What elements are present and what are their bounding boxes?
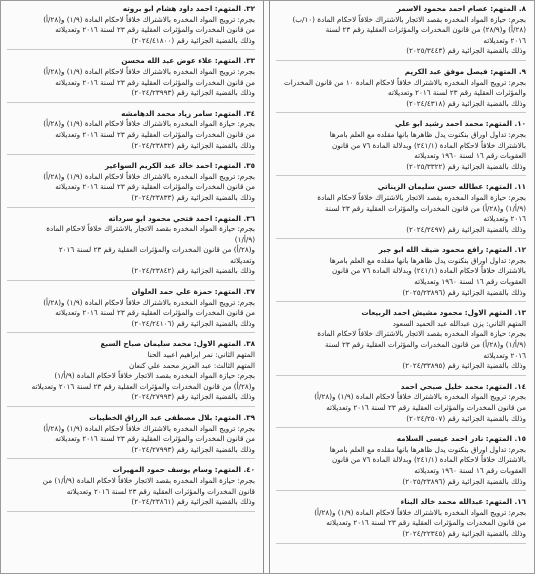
case-entry <box>7 161 255 207</box>
case-detail-line: وذلك بالقضية الجزائية رقم (٢٠٢٤/٤٣١٨) <box>406 98 526 108</box>
case-detail-line: بجرم: حيازة المواد المخدره بالاشتراك خلافاً لاحكام المادة (١/٩) و(٢٨/أ) <box>43 119 255 129</box>
case-detail-line: بجرم: حيازة المواد المخدره بقصد الاتجار خلافاً لاحكام المادة (٩/أ/١) <box>54 371 255 381</box>
case-detail-line: وذلك بالقضية الجزائية رقم (٢٠٢٥/٢٣٨٩٦) <box>402 476 526 486</box>
case-entry <box>7 56 255 102</box>
defendant-line: ٤٠. المتهم: وسام يوسف حمود المهيرات <box>112 465 255 475</box>
case-detail-line: ٢٠١٦ وتعديلاته <box>483 35 526 45</box>
case-entry <box>276 308 526 376</box>
case-detail-line: و(٢٨/أ) من قانون المخدرات والمؤثرات العقلية رقم ٢٣ لسنة ٢٠١٦ <box>58 245 255 255</box>
defendant-line: ١٢. المتهم: رافع محمود ضيف الله ابو جبر <box>378 245 526 255</box>
case-entry <box>7 214 255 282</box>
case-entry <box>7 339 255 407</box>
case-detail-line: بجرم: تداول اوراق بنكنوت يدل ظاهرها بانها مقلده مع العلم بامرها <box>329 129 526 139</box>
case-detail-line: (٩/أ/١) و(٢٨/أ) من قانون المخدرات والمؤثرات العقلية رقم ٢٣ لسنة <box>325 340 526 350</box>
case-detail-line: بجرم: ترويج المواد المخدره بالاشتراك خلافاً لاحكام المادة (١/٩) و(٢٨/أ) <box>43 171 255 181</box>
case-detail-line: وذلك بالقضية الجزائية رقم (٢٠٢٤/٢٧٩٩٣) <box>131 392 255 402</box>
defendant-line: ٣٧. المتهم: حمزة علي حمد العلوان <box>131 287 255 297</box>
case-entry <box>7 413 255 459</box>
case-detail-line: قانون المخدرات والمؤثرات العقلية رقم ٢٣ لسنة ٢٠١٦ وتعديلاته <box>66 486 255 496</box>
case-detail-line: وذلك بالقضية الجزائية رقم (٢٠٢٥/٢٣٨٩٦) <box>402 287 526 297</box>
case-detail-line: بالاشتراك خلافاً لاحكام المادة (٢٤١/١) وبدلالة المادة ٧٦ من قانون <box>332 266 526 276</box>
case-detail-line: بجرم: ترويج المواد المخدره بالاشتراك خلافاً لاحكام المادة (١/٩) و(٢٨/أ) <box>43 423 255 433</box>
case-detail-line: من قانون المخدرات والمؤثرات العقلية رقم ٢٣ لسنة ٢٠١٦ وتعديلاته <box>55 77 255 87</box>
case-detail-line: من قانون المخدرات والمؤثرات العقلية رقم ٢٣ لسنة ٢٠١٦ وتعديلاته <box>55 25 255 35</box>
case-detail-line: بجرم: ترويج المواد المخدره بالاشتراك خلافاً لاحكام المادة (١/٩) و(٢٨/أ) <box>43 14 255 24</box>
case-detail-line: وذلك بالقضية الجزائية رقم (٢٠٢٤/٢٢٣٤٥) <box>402 528 526 538</box>
case-detail-line: (٩/أ/١) <box>234 234 255 244</box>
case-entry <box>7 287 255 333</box>
defendant-line: ٣٨. المتهم الاول: محمد سليمان صباح السبع <box>100 339 255 349</box>
case-entry <box>7 465 255 511</box>
case-detail-line: من قانون المخدرات والمؤثرات العقلية رقم ٢٣ لسنة ٢٠١٦ وتعديلاته <box>326 518 526 528</box>
defendant-line: ١٦. المتهم: عبدالله محمد خالد البناء <box>400 497 526 507</box>
defendant-line: ٣٦. المتهم: احمد فتحي محمود ابو سرداته <box>108 213 255 223</box>
defendant-line: ١٠. المتهم: محمد احمد رشيد ابو علي <box>395 119 526 129</box>
case-entry <box>7 109 255 155</box>
case-detail-line: بجرم: ترويج المواد المخدره بالاشتراك خلافاً لاحكام المادة ١٠ من قانون المخدرات <box>284 77 526 87</box>
defendant-line: ١٤. المتهم: محمد خليل صبحي احمد <box>400 381 526 391</box>
case-detail-line: بجرم: حيازة المواد المخدره بقصد الاتجار بالاشتراك خلافاً لاحكام المادة (١٠/ب) <box>292 14 526 24</box>
case-detail-line: من قانون المخدرات والمؤثرات العقلية رقم ٢٣ لسنة ٢٠١٦ وتعديلاته <box>326 403 526 412</box>
defendant-line: ٣٤. المتهم: سامر زياد محمد الدهامشه <box>121 108 255 118</box>
case-detail-line: وذلك بالقضية الجزائية رقم (٢٠٢٤/٤١٨٠٠) <box>131 35 255 45</box>
case-detail-line: ٢٠١٦ وتعديلاته <box>483 350 526 360</box>
case-detail-line: (٩/أ/١) و(٢٨/أ) من قانون المخدرات والمؤثرات العقلية رقم ٢٣ لسنة <box>325 203 526 213</box>
defendant-line: ٣٩. المتهم: بلال مصطفى عبد الرزاق الخطيبات <box>89 413 255 422</box>
case-detail-line: العقوبات رقم ١٦ لسنة ١٩٦٠ وتعديلاته <box>414 465 526 475</box>
defendant-line: ٣٣. المتهم: علاء عوض عبد الله محسن <box>121 56 255 66</box>
case-detail-line: العقوبات رقم ١٦ لسنة ١٩٦٠ وتعديلاته <box>414 277 526 287</box>
case-detail-line: وذلك بالقضية الجزائية رقم (٢٠٢٥/٣٤٤٣) <box>406 46 526 56</box>
case-entry <box>276 119 526 176</box>
case-entry <box>276 245 526 302</box>
case-detail-line: من قانون المخدرات والمؤثرات العقلية رقم ٢٣ لسنة ٢٠١٦ وتعديلاته <box>55 129 255 139</box>
case-detail-line: ٢٠١٦ وتعديلاته <box>483 214 526 224</box>
case-detail-line: العقوبات رقم ١٦ لسنة ١٩٦٠ وتعديلاته <box>414 151 526 161</box>
case-detail-line: بالاشتراك خلافاً لاحكام المادة (٢٤١/١) وبدلالة المادة ٧٦ من قانون <box>332 140 526 150</box>
case-detail-line: وذلك بالقضية الجزائية رقم (٢٠٢٤/٢٤٩٧) <box>406 224 526 234</box>
case-detail-line: وذلك بالقضية الجزائية رقم (٢٠٢٤/٢٣٨٣٣) <box>131 192 255 202</box>
case-detail-line: بجرم: تداول اوراق بنكنوت يدل ظاهرها بانها مقلده مع العلم بامرها <box>329 255 526 265</box>
case-detail-line: بجرم: ترويج المواد المخدره بالاشتراك خلافاً لاحكام المادة (١/٩) و(٢٨/أ) <box>43 297 255 307</box>
defendant-line: ١٥. المتهم: نادر احمد عيسى السلامه <box>396 434 526 444</box>
case-detail-line: بالاشتراك خلافاً لاحكام المادة (٢٤١/١) وبدلالة المادة ٧٦ من قانون <box>332 455 526 465</box>
case-detail-line: من قانون المخدرات والمؤثرات العقلية رقم ٢٣ لسنة ٢٠١٦ وتعديلاته <box>55 434 255 444</box>
case-detail-line: بجرم: ترويج المواد المخدره بالاشتراك خلافاً لاحكام المادة (١/٩) و(٢٨/أ) <box>314 507 526 517</box>
case-entry <box>276 382 526 428</box>
case-detail-line: وذلك بالقضية الجزائية رقم (٢٠٢٤/٢٧٩٩٣) <box>131 444 255 454</box>
case-detail-line: والمؤثرات العقلية رقم ٢٣ لسنة ٢٠١٦ وتعديلاته <box>387 88 526 98</box>
case-detail-line: وذلك بالقضية الجزائية رقم (٢٠٢٤/٢٣٨٤٢) <box>131 266 255 276</box>
case-detail-line: وتعديلاته <box>230 255 255 265</box>
case-detail-line: (٢٨/أ) و(٢٨/٩) من قانون المخدرات والمؤثرات العقلية رقم ٢٣ لسنة <box>325 25 526 35</box>
case-entry <box>276 497 526 543</box>
case-detail-line: وذلك بالقضية الجزائية رقم (٢٠٢٤/٢٣٨٦١) <box>131 497 255 507</box>
case-entry <box>276 4 526 61</box>
defendant-line: ٨. المتهم: عصام احمد محمود الاسمر <box>396 4 526 13</box>
case-detail-line: المتهم الثاني: يزن عبدالله عبد الحميد السعود <box>392 318 526 328</box>
defendant-line: ١٣. المتهم الاول: محمود مشيش احمد الربيعات <box>361 308 526 318</box>
case-detail-line: بجرم: حيازة المواد المخدره بقصد الاتجار بالاشتراك خلافاً لاحكام المادة <box>317 192 526 202</box>
case-detail-line: بجرم: حيازة المواد المخدره بقصد الاتجار بالاشتراك خلافاً لاحكام المادة <box>46 224 255 234</box>
case-detail-line: بجرم: ترويج المواد المخدره بالاشتراك خلافاً لاحكام المادة (١/٩) و(٢٨/أ) <box>314 392 526 402</box>
case-detail-line: وذلك بالقضية الجزائية رقم (٢٠٢٤/٣٣٨٩٥) <box>402 361 526 371</box>
case-detail-line: بجرم: تداول اوراق بنكنوت يدل ظاهرها بانها مقلده مع العلم بامرها <box>329 444 526 454</box>
case-entry <box>276 434 526 491</box>
defendant-line: ٣٥. المتهم: احمد خالد عبد الكريم السواعير <box>105 161 255 171</box>
case-detail-line: المتهم الثالث: عبد العزيز محمد علي كنعان <box>129 360 255 370</box>
case-detail-line: وذلك بالقضية الجزائية رقم (٢٠٢٤/٢٣٨٣٢) <box>131 140 255 150</box>
case-detail-line: من قانون المخدرات والمؤثرات العقلية رقم ٢٣ لسنة ٢٠١٦ وتعديلاته <box>55 308 255 318</box>
left-column <box>1 1 264 573</box>
case-detail-line: بجرم: حيازة المواد المخدره بقصد الاتجار بالاشتراك خلافاً لاحكام المادة <box>317 329 526 339</box>
case-detail-line: بجرم: ترويج المواد المخدره بالاشتراك خلافاً لاحكام المادة (١/٩) و(٢٨/أ) <box>43 66 255 76</box>
case-detail-line: وذلك بالقضية الجزائية رقم (٢٠٢٤/٢٣٩٩٣) <box>131 88 255 98</box>
case-detail-line: من قانون المخدرات والمؤثرات العقلية رقم ٢٣ لسنة ٢٠١٦ وتعديلاته <box>55 182 255 192</box>
case-entry <box>7 4 255 50</box>
case-detail-line: وذلك بالقضية الجزائية رقم (٢٠٢٥/٣٣٢٢) <box>406 161 526 171</box>
case-entry <box>276 67 526 113</box>
defendant-line: ٩. المتهم: فيصل موفق عبد الكريم <box>404 66 526 76</box>
right-column <box>269 1 534 573</box>
case-detail-line: بجرم: حيازة المواد المخدره بقصد الاتجار خلافاً لاحكام المادة (٩/أ/١) من <box>42 475 255 485</box>
case-detail-line: و(٢٨/أ) من قانون المخدرات والمؤثرات العقلية رقم ٢٣ لسنة ٢٠١٦ وتعديلاته <box>31 381 255 391</box>
case-detail-line: المتهم الثاني: نمر ابراهيم اعبيد الحنا <box>147 350 255 360</box>
case-entry <box>276 182 526 239</box>
case-detail-line: وذلك بالقضية الجزائية رقم (٢٠٢٤/٢٤١٠٦) <box>131 318 255 328</box>
defendant-line: ١١. المتهم: عطالله حسن سليمان الزيناتي <box>377 182 526 192</box>
case-detail-line: وذلك بالقضية الجزائية رقم (٢٠٢٤/٢٥٠٧) <box>406 413 526 423</box>
defendant-line: ٣٢. المتهم: احمد داود هشام ابو بروته <box>122 4 255 13</box>
